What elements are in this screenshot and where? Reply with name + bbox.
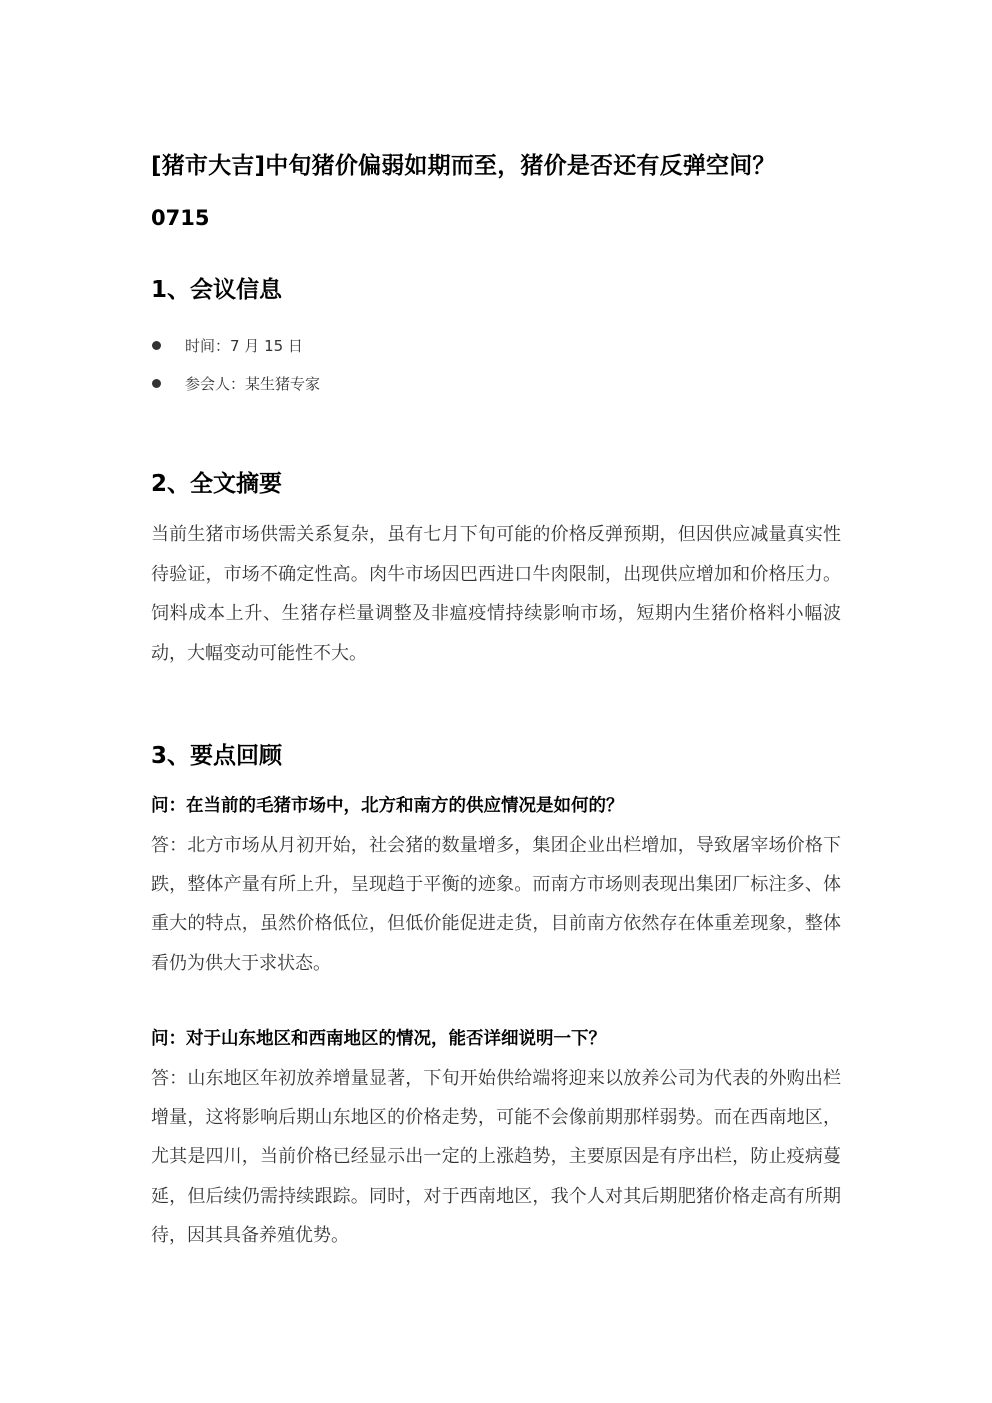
section-heading-summary: 2、全文摘要: [151, 471, 283, 497]
document-title-code: 0715: [151, 206, 210, 230]
document-title: [猪市大吉]中旬猪价偏弱如期而至，猪价是否还有反弹空间？: [151, 153, 776, 179]
bullet-icon: [152, 341, 161, 350]
qa-answer-2: 答：山东地区年初放养增量显著，下旬开始供给端将迎来以放养公司为代表的外购出栏增量，这将影响后期山东地区的价格走势，可能不会像前期那样弱势。而在西南地区，尤其是四川，当前价格已经显示出一定的上涨趋势，主要原因是有序出栏，防止疫病蔓延，但后续仍需持续跟踪。同时，对于西南地区，我个人对其后期肥猪价格走高有所期待，因其具备养殖优势。: [151, 1068, 841, 1246]
qa-question-1: 问：在当前的毛猪市场中，北方和南方的供应情况是如何的？: [151, 796, 624, 816]
section-heading-key-points: 3、要点回顾: [151, 743, 283, 769]
section-heading-meeting-info: 1、会议信息: [151, 277, 283, 303]
meeting-participants: 参会人：某生猪专家: [185, 374, 321, 393]
qa-question-2: 问：对于山东地区和西南地区的情况，能否详细说明一下？: [151, 1029, 606, 1049]
meeting-info-list: [151, 326, 320, 402]
meeting-time: 时间：7 月 15 日: [185, 336, 303, 355]
qa-answer-1: 答：北方市场从月初开始，社会猪的数量增多，集团企业出栏增加，导致屠宰场价格下跌，整体产量有所上升，呈现趋于平衡的迹象。而南方市场则表现出集团厂标注多、体重大的特点，虽然价格低位，但低价能促进走货，目前南方依然存在体重差现象，整体看仍为供大于求状态。: [151, 835, 841, 974]
meeting-info-item-time: [151, 326, 320, 364]
bullet-icon: [152, 379, 161, 388]
summary-text: 当前生猪市场供需关系复杂，虽有七月下旬可能的价格反弹预期，但因供应减量真实性待验证，市场不确定性高。肉牛市场因巴西进口牛肉限制，出现供应增加和价格压力。饲料成本上升、生猪存栏量调整及非瘟疫情持续影响市场，短期内生猪价格料小幅波动，大幅变动可能性不大。: [151, 524, 841, 664]
meeting-info-item-participants: [151, 364, 320, 402]
